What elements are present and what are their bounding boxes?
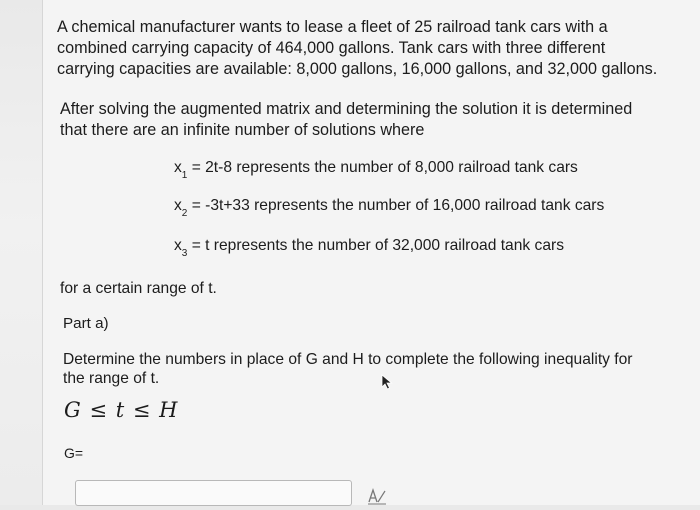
equation-variable: x: [174, 159, 182, 176]
solution-line: After solving the augmented matrix and determining the solution it is determined: [60, 100, 633, 118]
g-answer-label: G=: [64, 445, 84, 461]
equation-text: = t represents the number of 32,000 railroad tank cars: [187, 237, 564, 254]
inequality-expression: G ≤ t ≤ H: [64, 398, 179, 422]
formula-editor-icon[interactable]: [366, 487, 388, 505]
problem-statement: [57, 17, 677, 80]
equation-text: = -3t+33 represents the number of 16,000 railroad tank cars: [187, 197, 605, 214]
g-answer-input[interactable]: [75, 480, 352, 506]
part-label: Part a): [63, 315, 109, 332]
equation-variable: x: [174, 197, 182, 214]
part-question: [63, 350, 693, 388]
equation-x1: [174, 159, 578, 182]
mouse-pointer-icon: [381, 374, 393, 390]
question-line: the range of t.: [63, 370, 160, 387]
problem-line: A chemical manufacturer wants to lease a fleet of 25 railroad tank cars with a: [57, 18, 608, 36]
solution-line: that there are an infinite number of solutions where: [60, 121, 425, 139]
range-note: for a certain range of t.: [60, 280, 217, 297]
equation-subscript: 3: [181, 248, 188, 260]
question-line: Determine the numbers in place of G and H to complete the following inequality for: [63, 351, 633, 368]
equation-subscript: 1: [181, 170, 188, 182]
equation-variable: x: [174, 237, 182, 254]
equation-x3: [174, 237, 564, 260]
problem-line: carrying capacities are available: 8,000 gallons, 16,000 gallons, and 32,000 gallons.: [57, 60, 658, 78]
equation-text: = 2t-8 represents the number of 8,000 railroad tank cars: [187, 159, 578, 176]
solution-intro: [60, 99, 680, 141]
problem-line: combined carrying capacity of 464,000 gallons. Tank cars with three different: [57, 39, 606, 57]
equation-x2: [174, 197, 605, 220]
equation-subscript: 2: [181, 208, 188, 220]
